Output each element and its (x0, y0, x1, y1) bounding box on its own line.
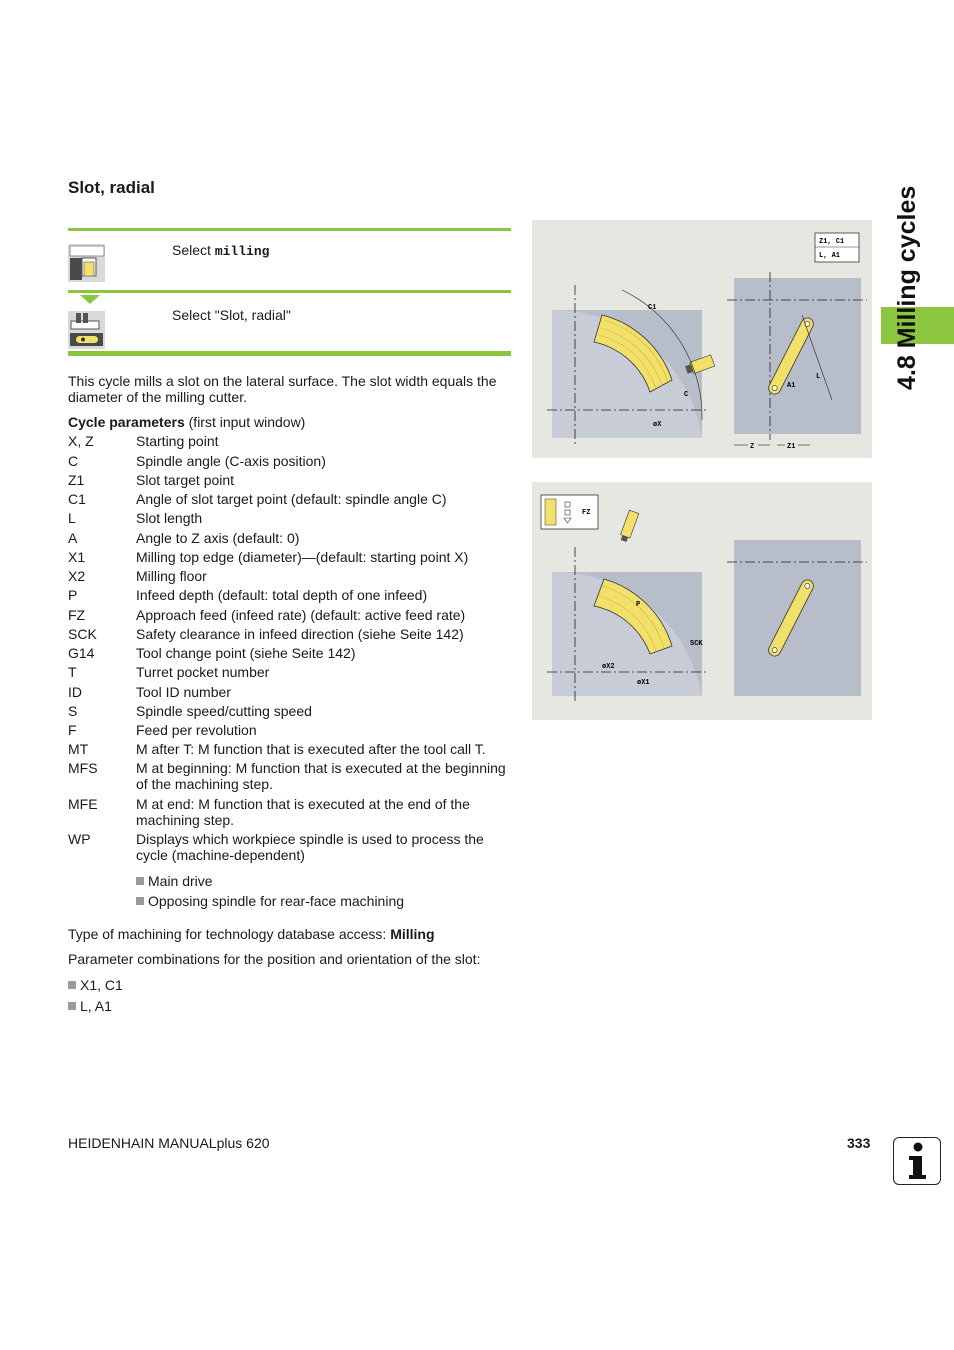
label-x1: øX1 (637, 679, 650, 687)
slot-radial-icon[interactable] (68, 311, 105, 349)
chapter-title: 4.8 Milling cycles (893, 185, 921, 390)
label-l: L (816, 373, 821, 381)
combo-item: X1, C1 (68, 977, 123, 993)
step-1-code: milling (214, 244, 270, 259)
footer-manual-title: HEIDENHAIN MANUALplus 620 (68, 1135, 270, 1151)
figure-slot-infeed (532, 482, 872, 720)
label-z: Z (750, 443, 755, 451)
legend-z1-c1: Z1, C1 (819, 238, 845, 246)
step-divider (68, 228, 511, 231)
figure2-legend (541, 495, 598, 529)
label-x2: øX2 (602, 663, 615, 671)
milling-menu-icon[interactable] (68, 244, 105, 282)
figure1-legend (815, 233, 859, 262)
wp-option: Opposing spindle for rear-face machining (136, 893, 404, 909)
page-number: 333 (847, 1135, 871, 1151)
wp-option: Main drive (136, 873, 213, 889)
info-icon (893, 1137, 941, 1185)
label-p: P (636, 601, 641, 609)
label-a1: A1 (787, 382, 796, 390)
tech-db-text: Type of machining for technology database access: Milling (68, 926, 435, 942)
label-sck: SCK (690, 640, 703, 648)
label-x: øX (653, 421, 662, 429)
figure-slot-position (532, 220, 872, 458)
combos-intro: Parameter combinations for the position and orientation of the slot: (68, 951, 481, 967)
legend-l-a1: L, A1 (819, 252, 841, 260)
legend-fz: FZ (582, 509, 591, 517)
step-divider (68, 290, 511, 293)
step-1-text: Select milling (172, 242, 270, 259)
arrow-down-icon (80, 292, 100, 310)
label-c1: C1 (648, 304, 657, 312)
label-z1: Z1 (787, 443, 796, 451)
combo-item: L, A1 (68, 998, 112, 1014)
page-title: Slot, radial (68, 178, 155, 197)
intro-paragraph: This cycle mills a slot on the lateral surface. The slot width equals the diameter of the milling cutter. (68, 373, 497, 405)
step-2-text: Select "Slot, radial" (172, 307, 291, 323)
step-divider (68, 351, 511, 356)
label-c: C (684, 391, 689, 399)
params-heading: Cycle parameters (first input window) (68, 414, 306, 430)
